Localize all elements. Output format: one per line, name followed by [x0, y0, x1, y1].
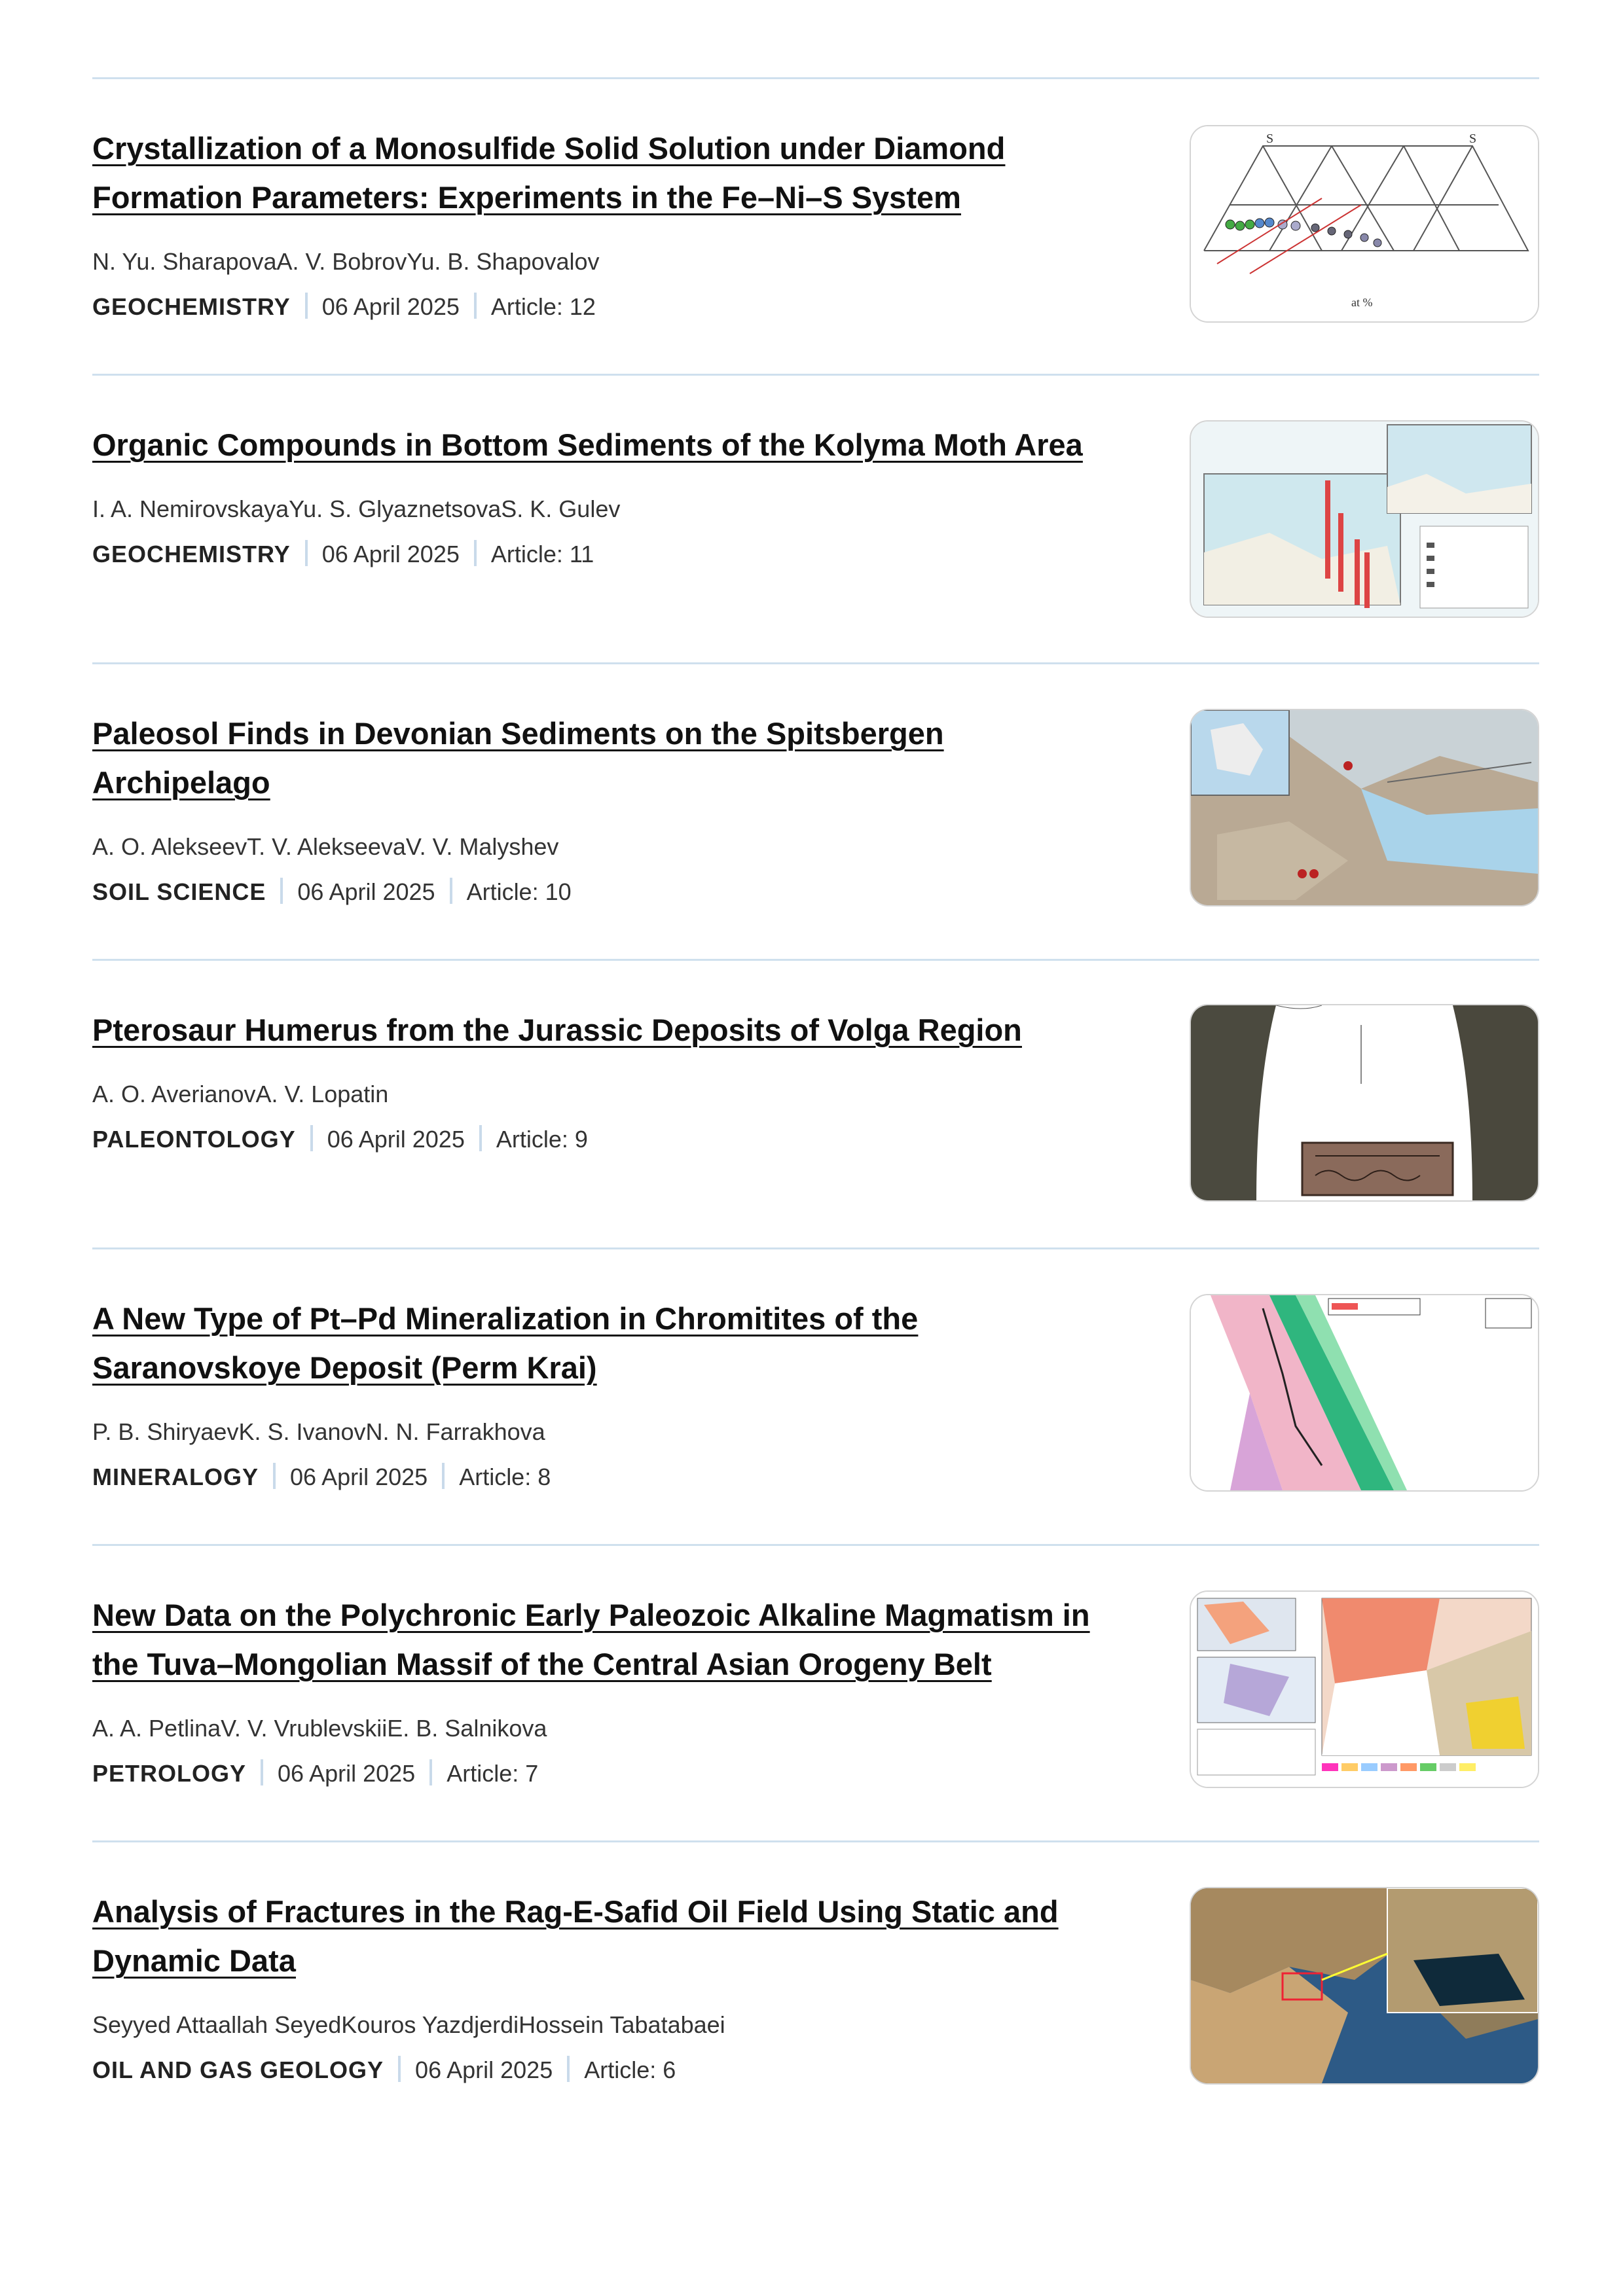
svg-text:at %: at % — [1351, 296, 1373, 309]
article-date: 06 April 2025 — [290, 1463, 428, 1490]
separator — [310, 1125, 313, 1151]
article-subject[interactable]: SOIL SCIENCE — [92, 878, 266, 905]
article-authors: A. A. PetlinaV. V. VrublevskiiE. B. Salnikova — [92, 1715, 547, 1742]
separator — [567, 2056, 570, 2082]
article-number: Article: 7 — [447, 1760, 539, 1787]
article-subject[interactable]: GEOCHEMISTRY — [92, 541, 291, 567]
terrain-map-image — [1191, 710, 1538, 905]
article-thumbnail-fossil-photo[interactable] — [1190, 1004, 1539, 1202]
article-title-link[interactable]: Pterosaur Humerus from the Jurassic Deposits of Volga Region — [92, 1013, 1022, 1047]
article-number: Article: 12 — [490, 293, 596, 320]
article-subject[interactable]: MINERALOGY — [92, 1463, 259, 1490]
separator — [474, 540, 477, 566]
article-meta — [92, 293, 1120, 321]
separator — [261, 1759, 263, 1785]
article-title-link[interactable]: Analysis of Fractures in the Rag-E-Safid Oil Field Using Static and Dynamic Data — [92, 1894, 1059, 1978]
separator — [273, 1463, 276, 1489]
satellite-map-image — [1191, 1888, 1538, 2083]
article-thumbnail-satellite-map[interactable] — [1190, 1887, 1539, 2085]
article-item — [92, 1546, 1539, 1840]
article-number: Article: 8 — [459, 1463, 551, 1490]
sampling-map-image — [1191, 422, 1538, 617]
article-list — [92, 77, 1539, 2137]
article-item — [92, 664, 1539, 959]
article-meta — [92, 2056, 1120, 2084]
article-date: 06 April 2025 — [327, 1126, 465, 1153]
article-title-link[interactable]: A New Type of Pt–Pd Mineralization in Chromitites of the Saranovskoye Deposit (Perm Krai) — [92, 1301, 919, 1385]
article-item — [92, 79, 1539, 374]
article-subject[interactable]: PALEONTOLOGY — [92, 1126, 296, 1153]
article-authors: N. Yu. SharapovaA. V. BobrovYu. B. Shapovalov — [92, 248, 600, 275]
separator — [398, 2056, 401, 2082]
ternary-diagram-image — [1191, 126, 1538, 321]
article-meta — [92, 1463, 1120, 1491]
article-number: Article: 10 — [466, 878, 572, 905]
separator — [479, 1125, 482, 1151]
article-item — [92, 376, 1539, 662]
article-authors: A. O. AverianovA. V. Lopatin — [92, 1081, 389, 1107]
article-authors: P. B. ShiryaevK. S. IvanovN. N. Farrakhova — [92, 1418, 545, 1445]
article-date: 06 April 2025 — [297, 878, 435, 905]
article-item — [92, 961, 1539, 1247]
article-title-link[interactable]: Paleosol Finds in Devonian Sediments on the Spitsbergen Archipelago — [92, 716, 944, 800]
article-meta — [92, 1759, 1120, 1787]
separator — [474, 293, 477, 319]
separator — [305, 540, 308, 566]
article-date: 06 April 2025 — [415, 2056, 553, 2083]
article-thumbnail-sampling-map[interactable] — [1190, 420, 1539, 618]
article-number: Article: 11 — [490, 541, 594, 567]
separator — [429, 1759, 432, 1785]
article-authors: A. O. AlekseevT. V. AlekseevaV. V. Malyshev — [92, 833, 559, 860]
article-title-link[interactable]: New Data on the Polychronic Early Paleozoic Alkaline Magmatism in the Tuva–Mongolian Massif of the Central Asian Orogeny Belt — [92, 1598, 1090, 1681]
article-thumbnail-geologic-map-colored[interactable] — [1190, 1590, 1539, 1788]
separator — [280, 878, 283, 904]
article-authors: Seyyed Attaallah SeyedKouros YazdjerdiHossein Tabatabaei — [92, 2011, 725, 2038]
article-title-link[interactable]: Organic Compounds in Bottom Sediments of the Kolyma Moth Area — [92, 427, 1083, 462]
article-item — [92, 1249, 1539, 1544]
article-number: Article: 9 — [496, 1126, 588, 1153]
article-subject[interactable]: PETROLOGY — [92, 1760, 247, 1787]
article-date: 06 April 2025 — [321, 541, 460, 567]
geologic-map-colored-image — [1191, 1592, 1538, 1787]
svg-text:S: S — [1266, 132, 1274, 146]
article-subject[interactable]: GEOCHEMISTRY — [92, 293, 291, 320]
article-thumbnail-ternary-diagram[interactable] — [1190, 125, 1539, 323]
fossil-photo-image — [1191, 1005, 1538, 1200]
article-authors: I. A. NemirovskayaYu. S. GlyaznetsovaS. K. Gulev — [92, 495, 621, 522]
article-thumbnail-geologic-map[interactable] — [1190, 1294, 1539, 1492]
article-date: 06 April 2025 — [278, 1760, 416, 1787]
separator — [450, 878, 452, 904]
article-title-link[interactable]: Crystallization of a Monosulfide Solid Solution under Diamond Formation Parameters: Experiments in the Fe–Ni–S System — [92, 131, 1006, 215]
separator — [442, 1463, 445, 1489]
article-date: 06 April 2025 — [321, 293, 460, 320]
article-subject[interactable]: OIL AND GAS GEOLOGY — [92, 2056, 384, 2083]
article-thumbnail-terrain-map[interactable] — [1190, 709, 1539, 906]
separator — [305, 293, 308, 319]
article-meta — [92, 878, 1120, 906]
article-item — [92, 1842, 1539, 2137]
svg-text:S: S — [1469, 132, 1477, 146]
article-meta — [92, 1125, 1120, 1153]
article-meta — [92, 540, 1120, 568]
article-number: Article: 6 — [584, 2056, 676, 2083]
geologic-map-image — [1191, 1295, 1538, 1490]
